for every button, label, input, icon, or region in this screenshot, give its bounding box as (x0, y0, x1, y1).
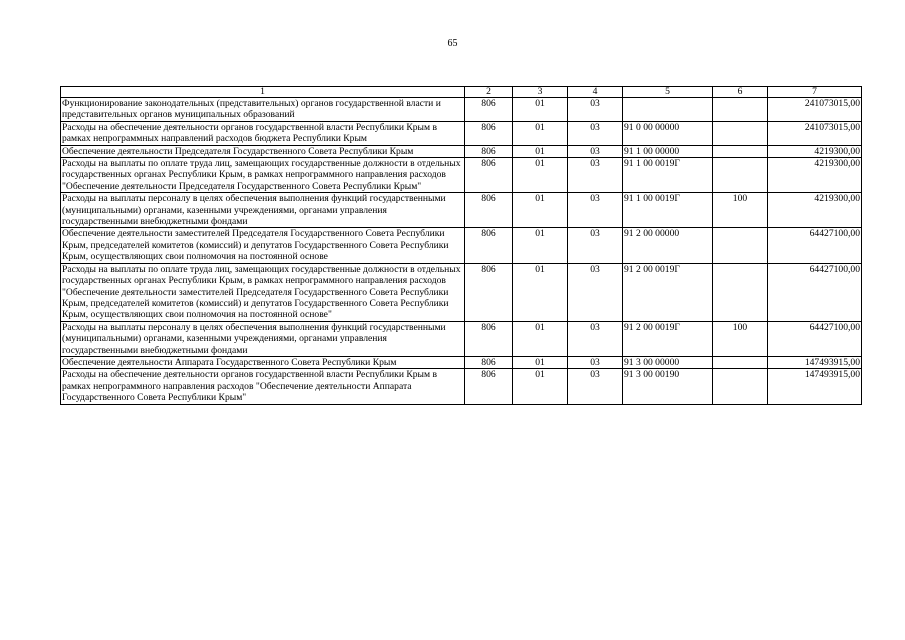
row-subsection: 03 (568, 356, 623, 368)
row-grbs: 806 (465, 356, 513, 368)
row-grbs: 806 (465, 263, 513, 321)
row-expense-type (713, 369, 768, 404)
row-amount: 4219300,00 (768, 158, 862, 193)
row-expense-type (713, 158, 768, 193)
row-name: Обеспечение деятельности Аппарата Государственного Совета Республики Крым (61, 356, 465, 368)
table-row (61, 145, 862, 157)
table-row (61, 228, 862, 263)
row-name: Обеспечение деятельности заместителей Председателя Государственного Совета Республики Крым, председателей комитетов (комиссий) и депутатов Государственного Совета Республики Крым, осуществляющих свои полномочия на постоянной основе (61, 228, 465, 263)
row-grbs: 806 (465, 228, 513, 263)
row-section: 01 (513, 228, 568, 263)
row-grbs: 806 (465, 98, 513, 122)
row-name: Функционирование законодательных (представительных) органов государственной власти и представительных органов муниципальных образований (61, 98, 465, 122)
row-section: 01 (513, 145, 568, 157)
row-name: Расходы на выплаты персоналу в целях обеспечения выполнения функций государственными (муниципальными) органами, казенными учреждениями, органами управления государственными внебюджетными фондами (61, 321, 465, 356)
row-grbs: 806 (465, 158, 513, 193)
table-row (61, 263, 862, 321)
row-target-article: 91 1 00 0019Г (623, 158, 713, 193)
table-row (61, 98, 862, 122)
row-expense-type: 100 (713, 321, 768, 356)
row-target-article: 91 1 00 0019Г (623, 193, 713, 228)
row-section: 01 (513, 193, 568, 228)
row-name: Расходы на обеспечение деятельности органов государственной власти Республики Крым в рамках непрограммных направлений расходов бюджета Республики Крым (61, 121, 465, 145)
row-grbs: 806 (465, 145, 513, 157)
row-amount: 147493915,00 (768, 356, 862, 368)
row-target-article: 91 1 00 00000 (623, 145, 713, 157)
row-grbs: 806 (465, 369, 513, 404)
col-header-subsection: 4 (568, 87, 623, 98)
row-name: Расходы на выплаты персоналу в целях обеспечения выполнения функций государственными (муниципальными) органами, казенными учреждениями, органами управления государственными внебюджетными фондами (61, 193, 465, 228)
row-name: Расходы на выплаты по оплате труда лиц, замещающих государственные должности в отдельных государственных органах Республики Крым, в рамках непрограммного направления расходов "Обеспечение деятельности Председателя Государственного Совета Республики Крым" (61, 158, 465, 193)
col-header-target-article: 5 (623, 87, 713, 98)
col-header-expense-type: 6 (713, 87, 768, 98)
table-row (61, 369, 862, 404)
row-expense-type (713, 356, 768, 368)
header-row (61, 87, 862, 98)
row-section: 01 (513, 369, 568, 404)
row-subsection: 03 (568, 158, 623, 193)
row-target-article: 91 3 00 00000 (623, 356, 713, 368)
col-header-grbs: 2 (465, 87, 513, 98)
row-subsection: 03 (568, 193, 623, 228)
row-amount: 64427100,00 (768, 228, 862, 263)
table-row (61, 158, 862, 193)
row-name: Расходы на обеспечение деятельности органов государственной власти Республики Крым в рамках непрограммного направления расходов "Обеспечение деятельности Аппарата Государственного Совета Республики Крым" (61, 369, 465, 404)
row-section: 01 (513, 158, 568, 193)
table-row (61, 193, 862, 228)
row-amount: 147493915,00 (768, 369, 862, 404)
row-subsection: 03 (568, 121, 623, 145)
row-section: 01 (513, 98, 568, 122)
row-subsection: 03 (568, 263, 623, 321)
row-target-article: 91 0 00 00000 (623, 121, 713, 145)
row-name: Расходы на выплаты по оплате труда лиц, замещающих государственные должности в отдельных государственных органах Республики Крым, в рамках непрограммного направления расходов "Обеспечение деятельности заместителей Председателя Государственного Совета Республики Крым, председателей комитетов (комиссий) и депутатов Государственного Совета Республики Крым, осуществляющих свои полномочия на постоянной основе" (61, 263, 465, 321)
row-name: Обеспечение деятельности Председателя Государственного Совета Республики Крым (61, 145, 465, 157)
row-expense-type (713, 228, 768, 263)
row-amount: 241073015,00 (768, 121, 862, 145)
row-subsection: 03 (568, 145, 623, 157)
row-subsection: 03 (568, 321, 623, 356)
row-expense-type: 100 (713, 193, 768, 228)
row-amount: 241073015,00 (768, 98, 862, 122)
row-section: 01 (513, 121, 568, 145)
row-target-article: 91 2 00 00000 (623, 228, 713, 263)
row-target-article: 91 2 00 0019Г (623, 321, 713, 356)
row-target-article: 91 3 00 00190 (623, 369, 713, 404)
page-number: 65 (447, 38, 458, 49)
col-header-name: 1 (61, 87, 465, 98)
row-grbs: 806 (465, 193, 513, 228)
table-row (61, 356, 862, 368)
row-expense-type (713, 263, 768, 321)
col-header-amount: 7 (768, 87, 862, 98)
row-expense-type (713, 145, 768, 157)
row-grbs: 806 (465, 321, 513, 356)
row-grbs: 806 (465, 121, 513, 145)
row-section: 01 (513, 321, 568, 356)
row-subsection: 03 (568, 98, 623, 122)
budget-table (60, 86, 862, 405)
row-section: 01 (513, 263, 568, 321)
row-section: 01 (513, 356, 568, 368)
row-amount: 64427100,00 (768, 263, 862, 321)
row-subsection: 03 (568, 369, 623, 404)
row-target-article: 91 2 00 0019Г (623, 263, 713, 321)
table-row (61, 121, 862, 145)
row-expense-type (713, 98, 768, 122)
row-subsection: 03 (568, 228, 623, 263)
row-amount: 4219300,00 (768, 145, 862, 157)
table-row (61, 321, 862, 356)
row-amount: 64427100,00 (768, 321, 862, 356)
row-amount: 4219300,00 (768, 193, 862, 228)
row-target-article (623, 98, 713, 122)
col-header-section: 3 (513, 87, 568, 98)
row-expense-type (713, 121, 768, 145)
